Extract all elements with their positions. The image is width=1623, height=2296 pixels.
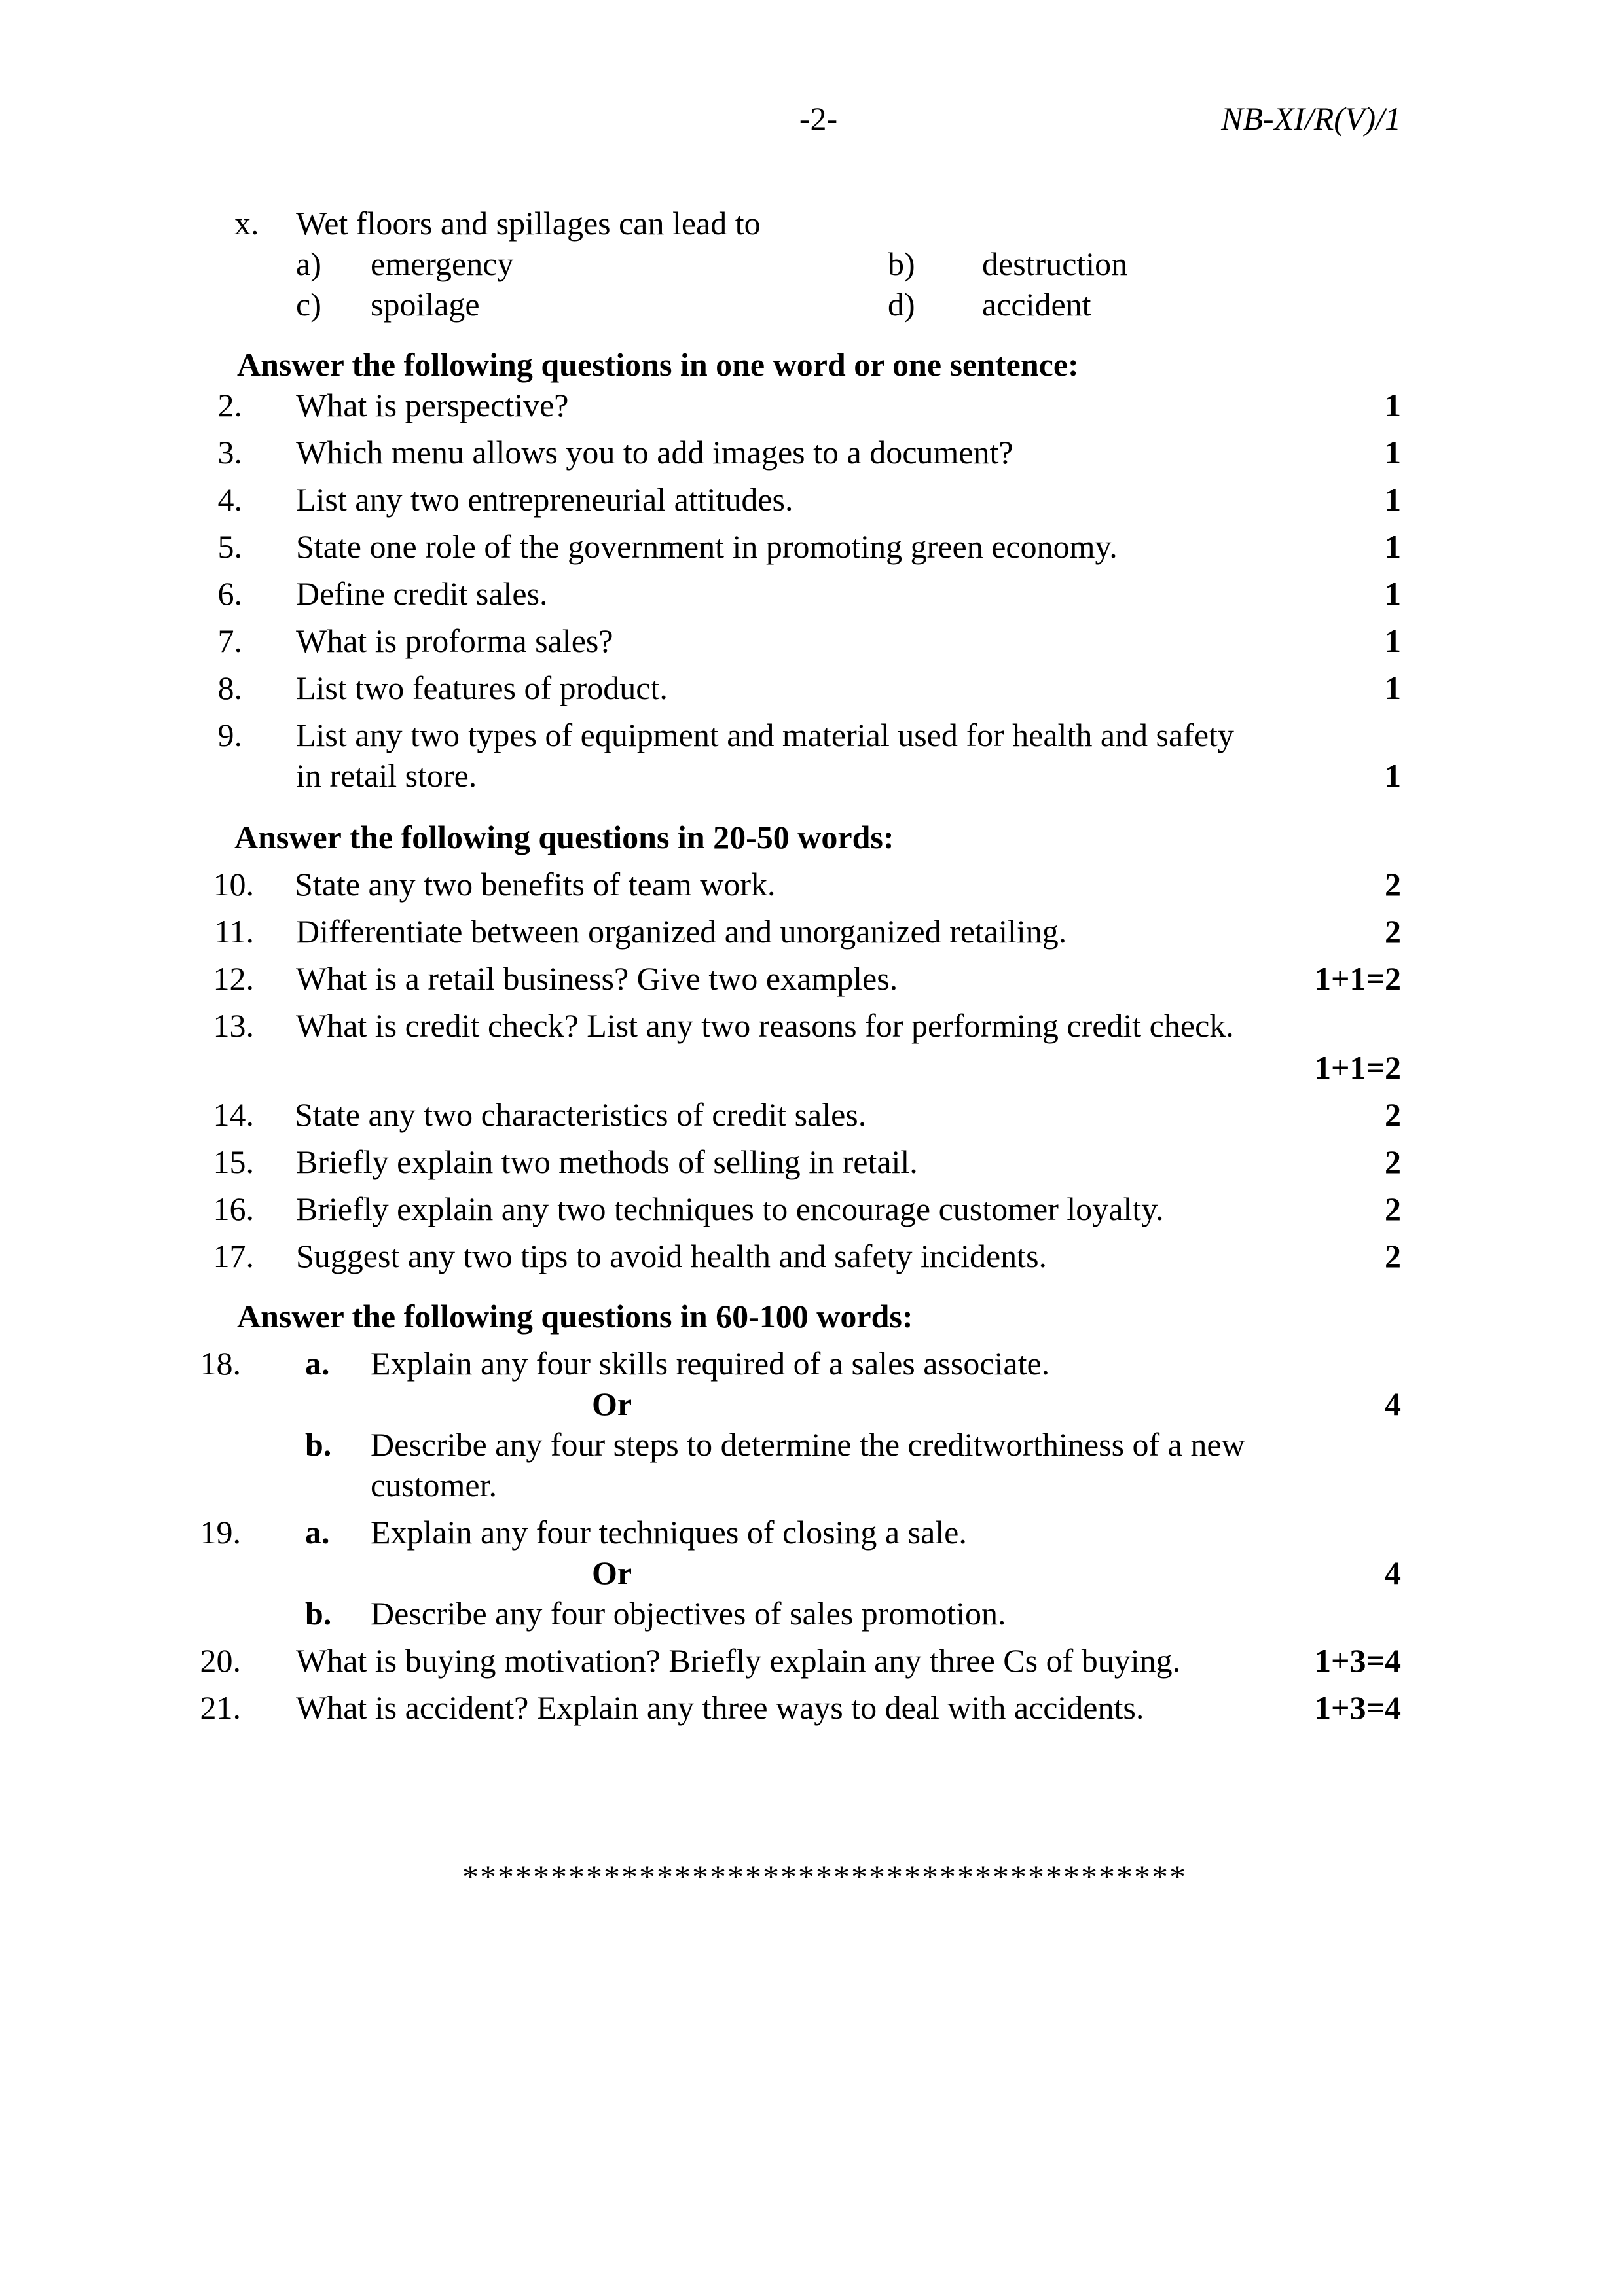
option-letter: c) <box>296 286 321 323</box>
sub-question-letter: a. <box>305 1345 330 1382</box>
question-text: Wet floors and spillages can lead to <box>296 205 761 242</box>
section-heading: Answer the following questions in 20-50 words: <box>234 819 894 855</box>
question-text: Briefly explain any two techniques to encourage customer loyalty. <box>296 1191 1164 1227</box>
sub-question-letter: a. <box>305 1514 330 1551</box>
question-marks: 1 <box>1385 434 1401 471</box>
question-number: 4. <box>217 481 242 518</box>
question-text: Suggest any two tips to avoid health and safety incidents. <box>296 1238 1048 1274</box>
question-text: Differentiate between organized and unorganized retailing. <box>296 913 1067 950</box>
question-marks: 2 <box>1385 1191 1401 1227</box>
question-text: State one role of the government in promoting green economy. <box>296 528 1118 565</box>
question-marks: 2 <box>1385 1143 1401 1180</box>
question-number: 21. <box>200 1689 241 1726</box>
option-letter: b) <box>888 245 915 282</box>
question-text: Briefly explain two methods of selling in retail. <box>296 1143 918 1180</box>
question-number: 10. <box>213 866 254 903</box>
section-heading: Answer the following questions in 60-100 words: <box>237 1298 913 1335</box>
question-number: 9. <box>217 717 242 753</box>
question-number: 3. <box>217 434 242 471</box>
question-number: 19. <box>200 1514 241 1551</box>
sub-question-text: Describe any four objectives of sales promotion. <box>371 1595 1006 1632</box>
question-number: 15. <box>213 1143 254 1180</box>
question-marks: 4 <box>1385 1386 1401 1422</box>
option-letter: a) <box>296 245 321 282</box>
question-text: State any two benefits of team work. <box>295 866 776 903</box>
paper-code: NB-XI/R(V)/1 <box>1221 100 1401 137</box>
question-number: 2. <box>217 387 242 423</box>
question-text: What is perspective? <box>296 387 569 423</box>
sub-question-letter: b. <box>305 1595 332 1632</box>
question-number: 5. <box>217 528 242 565</box>
question-number: 16. <box>213 1191 254 1227</box>
question-marks: 2 <box>1385 866 1401 903</box>
question-text: What is credit check? List any two reasons for performing credit check. <box>296 1007 1234 1044</box>
question-number: 8. <box>217 670 242 706</box>
sub-question-text-continued: customer. <box>371 1467 498 1503</box>
question-marks: 1+3=4 <box>1315 1642 1401 1679</box>
option-letter: d) <box>888 286 915 323</box>
question-marks: 4 <box>1385 1554 1401 1591</box>
question-marks: 1 <box>1385 528 1401 565</box>
section-heading: Answer the following questions in one word or one sentence: <box>237 346 1079 383</box>
question-number: 18. <box>200 1345 241 1382</box>
question-text: What is buying motivation? Briefly explain any three Cs of buying. <box>296 1642 1181 1679</box>
question-marks: 1+3=4 <box>1315 1689 1401 1726</box>
question-number: 17. <box>213 1238 254 1274</box>
question-text: List any two types of equipment and material used for health and safety <box>296 717 1234 753</box>
question-text: What is a retail business? Give two examples. <box>296 960 898 997</box>
question-marks: 1 <box>1385 387 1401 423</box>
question-number: x. <box>234 205 259 242</box>
option-text: spoilage <box>371 286 480 323</box>
question-marks: 2 <box>1385 1096 1401 1133</box>
or-label: Or <box>592 1554 632 1591</box>
question-marks: 1+1=2 <box>1315 1049 1401 1086</box>
question-marks: 2 <box>1385 1238 1401 1274</box>
question-text: List any two entrepreneurial attitudes. <box>296 481 793 518</box>
question-text: What is accident? Explain any three ways to deal with accidents. <box>296 1689 1144 1726</box>
question-marks: 1 <box>1385 575 1401 612</box>
question-text: State any two characteristics of credit sales. <box>295 1096 867 1133</box>
sub-question-text: Explain any four techniques of closing a sale. <box>371 1514 967 1551</box>
question-text: Define credit sales. <box>296 575 548 612</box>
end-of-paper-stars: ***************************************** <box>462 1858 1187 1895</box>
question-marks: 2 <box>1385 913 1401 950</box>
sub-question-letter: b. <box>305 1426 332 1463</box>
question-text-continued: in retail store. <box>296 757 477 794</box>
question-marks: 1+1=2 <box>1315 960 1401 997</box>
question-marks: 1 <box>1385 670 1401 706</box>
question-marks: 1 <box>1385 622 1401 659</box>
question-number: 6. <box>217 575 242 612</box>
question-marks: 1 <box>1385 481 1401 518</box>
page-number: -2- <box>799 100 838 137</box>
question-marks: 1 <box>1385 757 1401 794</box>
sub-question-text: Describe any four steps to determine the creditworthiness of a new <box>371 1426 1245 1463</box>
question-number: 13. <box>213 1007 254 1044</box>
question-number: 7. <box>217 622 242 659</box>
sub-question-text: Explain any four skills required of a sales associate. <box>371 1345 1050 1382</box>
question-number: 11. <box>214 913 254 950</box>
option-text: destruction <box>982 245 1128 282</box>
question-number: 12. <box>213 960 254 997</box>
or-label: Or <box>592 1386 632 1422</box>
question-text: What is proforma sales? <box>296 622 613 659</box>
question-number: 20. <box>200 1642 241 1679</box>
question-text: Which menu allows you to add images to a document? <box>296 434 1013 471</box>
option-text: accident <box>982 286 1091 323</box>
question-number: 14. <box>213 1096 254 1133</box>
option-text: emergency <box>371 245 514 282</box>
question-text: List two features of product. <box>296 670 668 706</box>
